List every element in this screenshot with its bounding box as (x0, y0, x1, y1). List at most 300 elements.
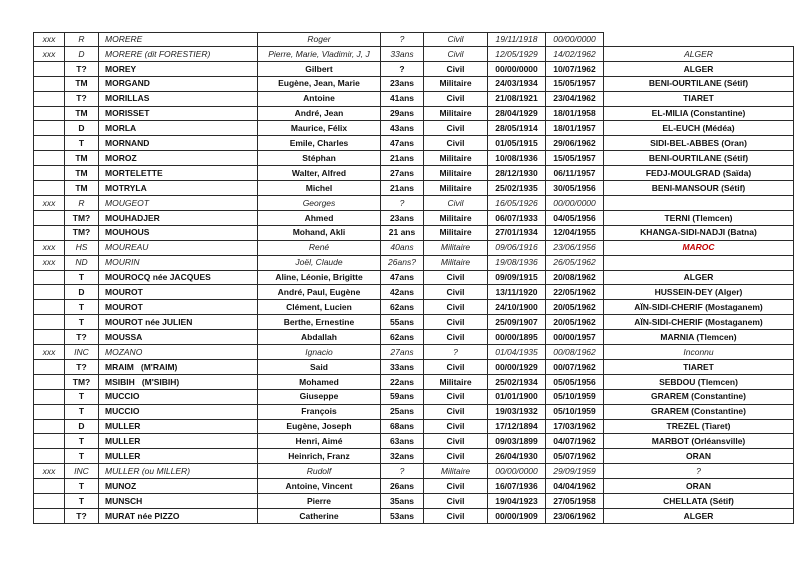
cell-first-names: Gilbert (258, 62, 381, 77)
cell-status-code: T? (65, 360, 99, 375)
cell-age: 47ans (381, 136, 424, 151)
cell-first-names: Rudolf (258, 464, 381, 479)
table-row (34, 32, 794, 47)
cell-flag (34, 434, 65, 449)
cell-birth-date: 09/06/1916 (488, 241, 546, 256)
cell-surname: MUCCIO (99, 405, 258, 420)
cell-first-names: Pierre (258, 494, 381, 509)
cell-birth-date: 19/08/1936 (488, 256, 546, 271)
cell-status-code: R (65, 196, 99, 211)
cell-surname: MSIBIH (M'SIBIH) (99, 375, 258, 390)
cell-age: 53ans (381, 509, 424, 524)
cell-flag (34, 285, 65, 300)
cell-civil-or-military: Militaire (424, 107, 488, 122)
cell-place: ALGER (604, 271, 794, 286)
cell-first-names: Walter, Alfred (258, 166, 381, 181)
cell-death-date: 18/01/1958 (546, 107, 604, 122)
cell-place: MARNIA (Tlemcen) (604, 330, 794, 345)
cell-place: ALGER (604, 62, 794, 77)
cell-birth-date: 17/12/1894 (488, 420, 546, 435)
cell-birth-date: 25/09/1907 (488, 315, 546, 330)
cell-birth-date: 09/03/1899 (488, 434, 546, 449)
table-row (34, 390, 794, 405)
cell-death-date: 29/09/1959 (546, 464, 604, 479)
cell-age: 25ans (381, 405, 424, 420)
cell-age: 63ans (381, 434, 424, 449)
cell-civil-or-military: Civil (424, 434, 488, 449)
cell-civil-or-military: Civil (424, 136, 488, 151)
cell-death-date: 05/10/1959 (546, 405, 604, 420)
cell-status-code: T (65, 271, 99, 286)
cell-death-date: 04/04/1962 (546, 479, 604, 494)
cell-first-names: Emile, Charles (258, 136, 381, 151)
cell-surname: MORTELETTE (99, 166, 258, 181)
cell-flag: xxx (34, 464, 65, 479)
cell-first-names: Antoine, Vincent (258, 479, 381, 494)
cell-status-code: T (65, 315, 99, 330)
cell-first-names: André, Jean (258, 107, 381, 122)
cell-birth-date: 13/11/1920 (488, 285, 546, 300)
cell-status-code: T (65, 449, 99, 464)
cell-death-date: 00/00/0000 (546, 196, 604, 211)
cell-status-code: TM (65, 77, 99, 92)
cell-first-names: Clément, Lucien (258, 300, 381, 315)
cell-first-names: René (258, 241, 381, 256)
cell-birth-date: 19/03/1932 (488, 405, 546, 420)
cell-status-code: T (65, 405, 99, 420)
cell-age: 23ans (381, 77, 424, 92)
cell-flag (34, 107, 65, 122)
cell-death-date: 10/07/1962 (546, 62, 604, 77)
cell-civil-or-military: Civil (424, 92, 488, 107)
cell-first-names: Georges (258, 196, 381, 211)
cell-death-date: 30/05/1956 (546, 181, 604, 196)
cell-age: 62ans (381, 300, 424, 315)
cell-death-date: 00/08/1962 (546, 345, 604, 360)
table-row (34, 420, 794, 435)
cell-death-date: 27/05/1958 (546, 494, 604, 509)
cell-status-code: T (65, 136, 99, 151)
cell-civil-or-military: Civil (424, 509, 488, 524)
cell-birth-date: 25/02/1934 (488, 375, 546, 390)
cell-flag (34, 420, 65, 435)
cell-place: FEDJ-MOULGRAD (Saïda) (604, 166, 794, 181)
cell-civil-or-military: Militaire (424, 181, 488, 196)
cell-birth-date: 19/04/1923 (488, 494, 546, 509)
cell-surname: MORGAND (99, 77, 258, 92)
cell-civil-or-military: ? (424, 345, 488, 360)
victims-table (33, 32, 794, 524)
cell-flag (34, 360, 65, 375)
cell-surname: MULLER (99, 434, 258, 449)
cell-surname: MOUSSA (99, 330, 258, 345)
cell-birth-date: 28/05/1914 (488, 121, 546, 136)
cell-surname: MOUGEOT (99, 196, 258, 211)
table-row (34, 285, 794, 300)
cell-age: ? (381, 32, 424, 47)
cell-death-date: 23/04/1962 (546, 92, 604, 107)
cell-death-date: 00/00/1957 (546, 330, 604, 345)
cell-status-code: T (65, 494, 99, 509)
cell-surname: MULLER (99, 449, 258, 464)
cell-surname: MOURIN (99, 256, 258, 271)
cell-place: SEBDOU (Tlemcen) (604, 375, 794, 390)
cell-civil-or-military: Civil (424, 196, 488, 211)
cell-surname: MULLER (ou MILLER) (99, 464, 258, 479)
cell-surname: MOUROT née JULIEN (99, 315, 258, 330)
cell-surname: MOTRYLA (99, 181, 258, 196)
cell-surname: MURAT née PIZZO (99, 509, 258, 524)
cell-age: 21 ans (381, 226, 424, 241)
cell-status-code: TM (65, 181, 99, 196)
cell-place: TIARET (604, 360, 794, 375)
cell-birth-date: 25/02/1935 (488, 181, 546, 196)
cell-age: 43ans (381, 121, 424, 136)
cell-status-code: INC (65, 345, 99, 360)
cell-birth-date: 24/10/1900 (488, 300, 546, 315)
cell-flag (34, 121, 65, 136)
cell-flag: xxx (34, 256, 65, 271)
cell-place: CHELLATA (Sétif) (604, 494, 794, 509)
cell-age: 21ans (381, 181, 424, 196)
cell-civil-or-military: Militaire (424, 256, 488, 271)
table-row (34, 256, 794, 271)
cell-status-code: D (65, 420, 99, 435)
cell-civil-or-military: Militaire (424, 375, 488, 390)
cell-birth-date: 00/00/1909 (488, 509, 546, 524)
cell-civil-or-military: Civil (424, 360, 488, 375)
cell-civil-or-military: Civil (424, 315, 488, 330)
cell-status-code: TM? (65, 375, 99, 390)
table-row (34, 47, 794, 62)
table-row (34, 77, 794, 92)
cell-first-names: Michel (258, 181, 381, 196)
cell-place: MARBOT (Orléansville) (604, 434, 794, 449)
cell-surname: MOUROT (99, 300, 258, 315)
cell-first-names: Said (258, 360, 381, 375)
cell-flag (34, 136, 65, 151)
cell-age: ? (381, 62, 424, 77)
cell-death-date: 00/00/0000 (546, 32, 604, 47)
cell-civil-or-military: Civil (424, 449, 488, 464)
cell-surname: MORLA (99, 121, 258, 136)
cell-flag (34, 77, 65, 92)
cell-civil-or-military: Militaire (424, 226, 488, 241)
cell-birth-date: 16/07/1936 (488, 479, 546, 494)
cell-death-date: 12/04/1955 (546, 226, 604, 241)
cell-place (604, 196, 794, 211)
cell-age: 27ans (381, 345, 424, 360)
table-row (34, 405, 794, 420)
cell-first-names: Ignacio (258, 345, 381, 360)
cell-birth-date: 28/04/1929 (488, 107, 546, 122)
cell-surname: MOZANO (99, 345, 258, 360)
table-row (34, 226, 794, 241)
cell-flag (34, 330, 65, 345)
cell-death-date: 29/06/1962 (546, 136, 604, 151)
cell-surname: MORNAND (99, 136, 258, 151)
cell-place: MAROC (604, 241, 794, 256)
cell-birth-date: 21/08/1921 (488, 92, 546, 107)
cell-first-names: Berthe, Ernestine (258, 315, 381, 330)
cell-surname: MUNOZ (99, 479, 258, 494)
cell-birth-date: 12/05/1929 (488, 47, 546, 62)
cell-place: ? (604, 464, 794, 479)
cell-age: 27ans (381, 166, 424, 181)
table-row (34, 62, 794, 77)
cell-civil-or-military: Civil (424, 420, 488, 435)
cell-civil-or-military: Civil (424, 285, 488, 300)
cell-age: 40ans (381, 241, 424, 256)
cell-status-code: T? (65, 92, 99, 107)
cell-death-date: 14/02/1962 (546, 47, 604, 62)
cell-flag (34, 62, 65, 77)
cell-first-names: Catherine (258, 509, 381, 524)
cell-place (604, 256, 794, 271)
cell-first-names: François (258, 405, 381, 420)
cell-civil-or-military: Civil (424, 390, 488, 405)
cell-death-date: 04/05/1956 (546, 211, 604, 226)
cell-flag (34, 405, 65, 420)
cell-flag (34, 226, 65, 241)
cell-surname: MUCCIO (99, 390, 258, 405)
cell-civil-or-military: Civil (424, 330, 488, 345)
cell-age: 23ans (381, 211, 424, 226)
table-row (34, 166, 794, 181)
cell-death-date: 05/07/1962 (546, 449, 604, 464)
cell-place: GRAREM (Constantine) (604, 405, 794, 420)
table-row (34, 464, 794, 479)
cell-birth-date: 00/00/1929 (488, 360, 546, 375)
cell-age: 41ans (381, 92, 424, 107)
cell-birth-date: 24/03/1934 (488, 77, 546, 92)
table-row (34, 271, 794, 286)
cell-first-names: André, Paul, Eugène (258, 285, 381, 300)
table-row (34, 211, 794, 226)
cell-age: 29ans (381, 107, 424, 122)
cell-status-code: T? (65, 62, 99, 77)
cell-birth-date: 28/12/1930 (488, 166, 546, 181)
table-row (34, 121, 794, 136)
table-row (34, 330, 794, 345)
cell-place: GRAREM (Constantine) (604, 390, 794, 405)
cell-first-names: Mohamed (258, 375, 381, 390)
cell-civil-or-military: Militaire (424, 211, 488, 226)
cell-age: 42ans (381, 285, 424, 300)
table-row (34, 315, 794, 330)
cell-first-names: Eugène, Jean, Marie (258, 77, 381, 92)
cell-age: 68ans (381, 420, 424, 435)
table-row (34, 241, 794, 256)
cell-flag: xxx (34, 196, 65, 211)
cell-status-code: ND (65, 256, 99, 271)
table-row (34, 345, 794, 360)
cell-place: BENI-MANSOUR (Sétif) (604, 181, 794, 196)
table-row (34, 300, 794, 315)
cell-flag (34, 315, 65, 330)
cell-place: BENI-OURTILANE (Sétif) (604, 151, 794, 166)
cell-civil-or-military: Civil (424, 479, 488, 494)
table-row (34, 479, 794, 494)
cell-flag (34, 92, 65, 107)
cell-age: 21ans (381, 151, 424, 166)
cell-place: TREZEL (Tiaret) (604, 420, 794, 435)
cell-surname: MORILLAS (99, 92, 258, 107)
cell-birth-date: 27/01/1934 (488, 226, 546, 241)
cell-flag: xxx (34, 241, 65, 256)
cell-place: AÏN-SIDI-CHERIF (Mostaganem) (604, 300, 794, 315)
cell-status-code: TM (65, 151, 99, 166)
cell-flag (34, 390, 65, 405)
cell-age: 26ans (381, 479, 424, 494)
cell-birth-date: 01/04/1935 (488, 345, 546, 360)
cell-surname: MORERE (99, 32, 258, 47)
cell-age: ? (381, 196, 424, 211)
cell-status-code: T? (65, 330, 99, 345)
cell-place: AÏN-SIDI-CHERIF (Mostaganem) (604, 315, 794, 330)
cell-death-date: 17/03/1962 (546, 420, 604, 435)
cell-surname: MORERE (dit FORESTIER) (99, 47, 258, 62)
cell-civil-or-military: Civil (424, 494, 488, 509)
cell-status-code: D (65, 47, 99, 62)
cell-first-names: Giuseppe (258, 390, 381, 405)
cell-status-code: HS (65, 241, 99, 256)
cell-status-code: T (65, 434, 99, 449)
cell-age: 59ans (381, 390, 424, 405)
cell-first-names: Abdallah (258, 330, 381, 345)
cell-first-names: Antoine (258, 92, 381, 107)
cell-flag (34, 181, 65, 196)
cell-flag (34, 375, 65, 390)
cell-flag (34, 479, 65, 494)
cell-death-date: 18/01/1957 (546, 121, 604, 136)
cell-age: 33ans (381, 360, 424, 375)
cell-death-date: 04/07/1962 (546, 434, 604, 449)
cell-birth-date: 16/05/1926 (488, 196, 546, 211)
cell-place: TIARET (604, 92, 794, 107)
cell-civil-or-military: Civil (424, 300, 488, 315)
cell-birth-date: 09/09/1915 (488, 271, 546, 286)
cell-civil-or-military: Militaire (424, 166, 488, 181)
cell-birth-date: 00/00/1895 (488, 330, 546, 345)
cell-death-date: 23/06/1956 (546, 241, 604, 256)
cell-status-code: T (65, 479, 99, 494)
cell-place: Inconnu (604, 345, 794, 360)
cell-first-names: Maurice, Félix (258, 121, 381, 136)
cell-first-names: Roger (258, 32, 381, 47)
cell-death-date: 06/11/1957 (546, 166, 604, 181)
cell-civil-or-military: Militaire (424, 241, 488, 256)
cell-civil-or-military: Civil (424, 121, 488, 136)
cell-birth-date: 00/00/0000 (488, 464, 546, 479)
table-row (34, 375, 794, 390)
cell-status-code: R (65, 32, 99, 47)
table-row (34, 136, 794, 151)
cell-surname: MOUHOUS (99, 226, 258, 241)
table-row (34, 360, 794, 375)
cell-flag (34, 300, 65, 315)
cell-surname: MUNSCH (99, 494, 258, 509)
cell-first-names: Eugène, Joseph (258, 420, 381, 435)
cell-death-date: 05/10/1959 (546, 390, 604, 405)
cell-death-date: 23/06/1962 (546, 509, 604, 524)
cell-age: 33ans (381, 47, 424, 62)
cell-death-date: 15/05/1957 (546, 151, 604, 166)
cell-surname: MOUHADJER (99, 211, 258, 226)
cell-place: TERNI (Tlemcen) (604, 211, 794, 226)
cell-death-date: 20/05/1962 (546, 300, 604, 315)
cell-flag (34, 151, 65, 166)
cell-age: 26ans? (381, 256, 424, 271)
cell-status-code: D (65, 285, 99, 300)
cell-surname: MRAIM (M'RAIM) (99, 360, 258, 375)
cell-place (604, 32, 794, 47)
table-row (34, 151, 794, 166)
cell-flag (34, 211, 65, 226)
cell-birth-date: 00/00/0000 (488, 62, 546, 77)
cell-flag (34, 509, 65, 524)
table-row (34, 434, 794, 449)
table-row (34, 494, 794, 509)
cell-first-names: Aline, Léonie, Brigitte (258, 271, 381, 286)
cell-civil-or-military: Civil (424, 271, 488, 286)
cell-place: ALGER (604, 509, 794, 524)
table-row (34, 107, 794, 122)
cell-civil-or-military: Civil (424, 32, 488, 47)
cell-birth-date: 01/05/1915 (488, 136, 546, 151)
cell-civil-or-military: Militaire (424, 151, 488, 166)
cell-first-names: Heinrich, Franz (258, 449, 381, 464)
cell-first-names: Henri, Aimé (258, 434, 381, 449)
cell-death-date: 20/05/1962 (546, 315, 604, 330)
cell-birth-date: 26/04/1930 (488, 449, 546, 464)
cell-flag: xxx (34, 32, 65, 47)
table-row (34, 92, 794, 107)
cell-birth-date: 19/11/1918 (488, 32, 546, 47)
cell-surname: MOUROCQ née JACQUES (99, 271, 258, 286)
cell-age: 62ans (381, 330, 424, 345)
table-row (34, 509, 794, 524)
table-row (34, 181, 794, 196)
cell-civil-or-military: Civil (424, 62, 488, 77)
cell-place: HUSSEIN-DEY (Alger) (604, 285, 794, 300)
cell-age: 47ans (381, 271, 424, 286)
cell-flag (34, 166, 65, 181)
cell-death-date: 26/05/1962 (546, 256, 604, 271)
cell-status-code: TM? (65, 226, 99, 241)
cell-age: 22ans (381, 375, 424, 390)
cell-place: EL-EUCH (Médéa) (604, 121, 794, 136)
cell-place: ORAN (604, 449, 794, 464)
cell-surname: MOREY (99, 62, 258, 77)
cell-civil-or-military: Militaire (424, 464, 488, 479)
cell-first-names: Ahmed (258, 211, 381, 226)
cell-age: ? (381, 464, 424, 479)
cell-age: 55ans (381, 315, 424, 330)
cell-surname: MOROZ (99, 151, 258, 166)
cell-death-date: 05/05/1956 (546, 375, 604, 390)
cell-death-date: 22/05/1962 (546, 285, 604, 300)
cell-age: 35ans (381, 494, 424, 509)
cell-status-code: INC (65, 464, 99, 479)
cell-place: SIDI-BEL-ABBES (Oran) (604, 136, 794, 151)
table-row (34, 449, 794, 464)
cell-first-names: Stéphan (258, 151, 381, 166)
cell-death-date: 15/05/1957 (546, 77, 604, 92)
cell-first-names: Joël, Claude (258, 256, 381, 271)
cell-flag: xxx (34, 345, 65, 360)
cell-flag (34, 449, 65, 464)
